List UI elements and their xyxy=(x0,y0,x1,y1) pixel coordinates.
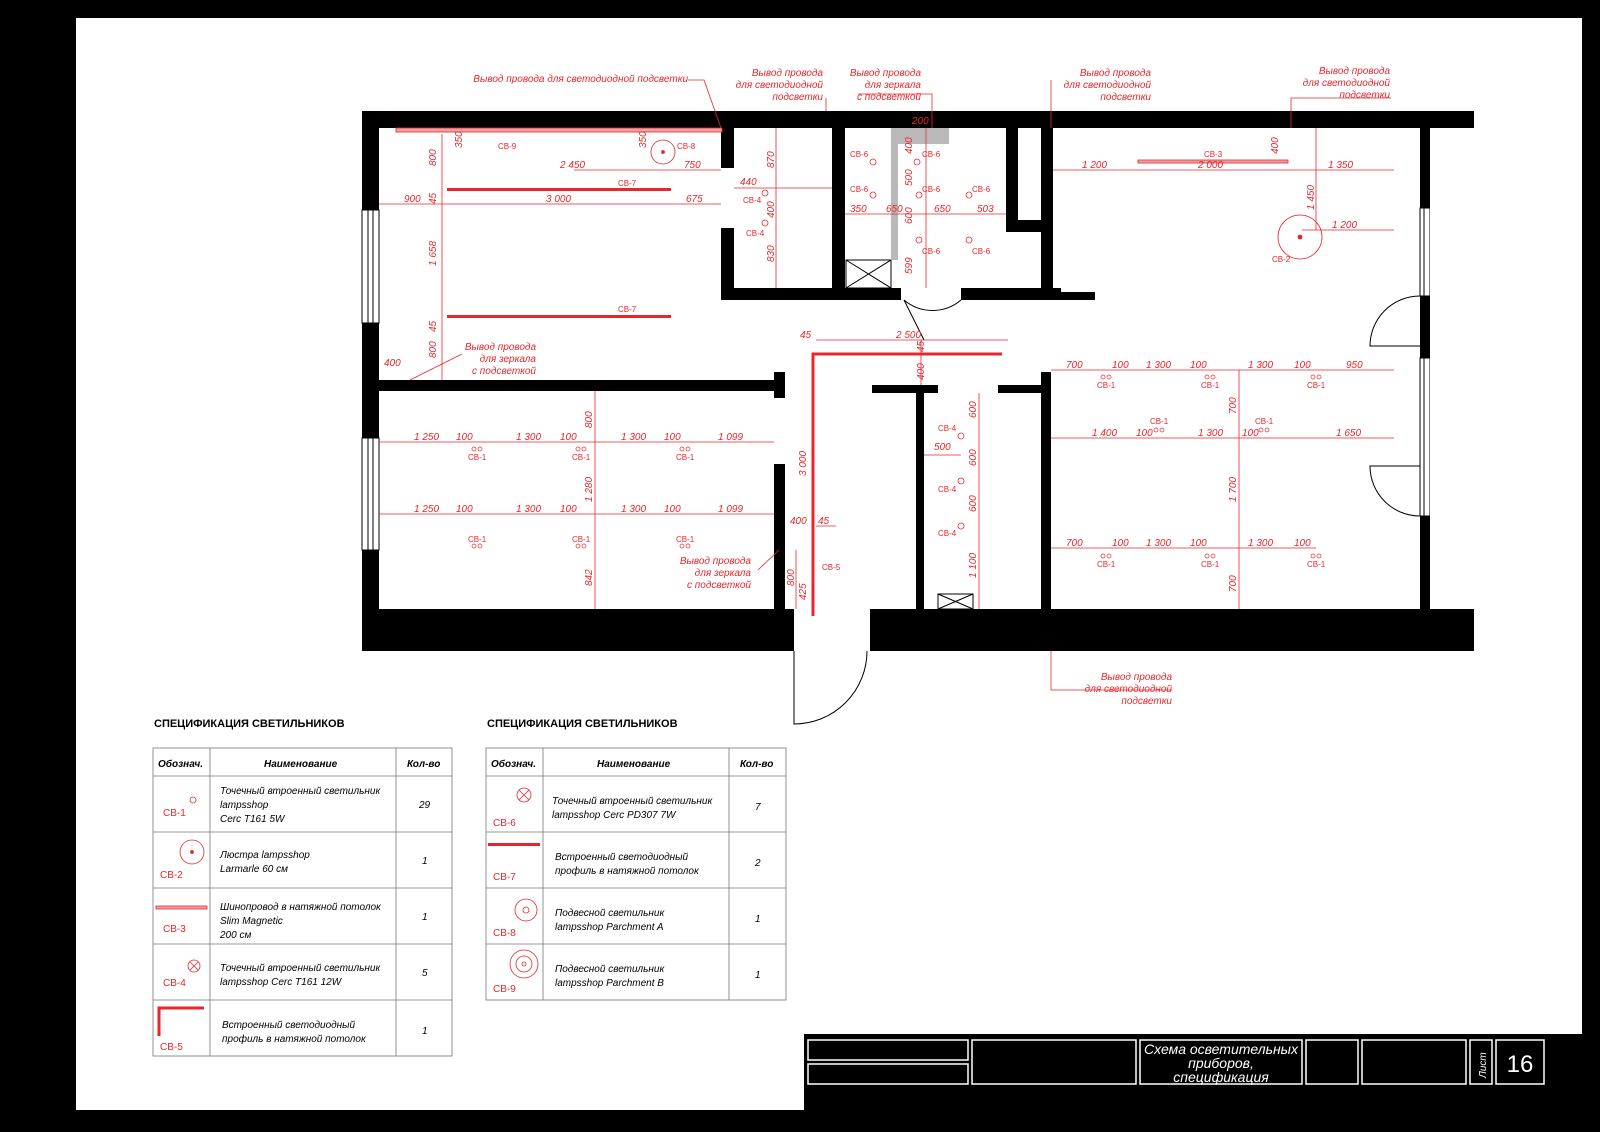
dim: 440 xyxy=(740,177,757,188)
title-line-2: приборов, xyxy=(1188,1055,1254,1071)
dim: 900 xyxy=(404,194,421,205)
row-name: 200 см xyxy=(220,930,252,941)
row-name: Точечный втроенный светильник xyxy=(220,786,381,797)
note-mirror-left: Вывод провода xyxy=(464,342,536,353)
row-qty: 1 xyxy=(755,914,761,925)
label-cb4: СВ-4 xyxy=(938,424,957,433)
row-name: Встроенный светодиодный xyxy=(555,852,689,863)
note-led-wire-top: Вывод провода для светодиодной подсветки xyxy=(473,74,688,85)
row-code: СВ-9 xyxy=(493,984,516,995)
dim: 1 700 xyxy=(1228,476,1239,502)
note-led-wire-3c: подсветки xyxy=(1100,92,1151,103)
note-mirror-top-b: для зеркала xyxy=(864,80,921,91)
balcony-area xyxy=(1430,128,1474,609)
label-cb6: СВ-6 xyxy=(922,247,941,256)
dim: 2 000 xyxy=(1198,160,1224,171)
dim: 45 xyxy=(916,340,927,352)
dim: 100 xyxy=(664,504,681,515)
row-name: Люстра lampsshop xyxy=(220,850,310,861)
spec-right-icons xyxy=(488,788,540,978)
row-code: СВ-2 xyxy=(160,870,183,881)
dim: 1 300 xyxy=(516,504,542,515)
label-cb6: СВ-6 xyxy=(922,185,941,194)
row-name: lampsshop Parchment B xyxy=(555,978,664,989)
row-code: СВ-4 xyxy=(163,978,186,989)
row-qty: 1 xyxy=(422,912,428,923)
row-name: Larmarle 60 см xyxy=(220,864,288,875)
dim: 842 xyxy=(584,569,595,586)
dim: 830 xyxy=(766,245,777,262)
dim: 700 xyxy=(1066,360,1083,371)
dim: 1 658 xyxy=(428,240,439,266)
dim: 1 300 xyxy=(621,504,647,515)
dim: 650 xyxy=(934,204,951,215)
dim: 1 250 xyxy=(414,432,440,443)
col-header-qty: Кол-во xyxy=(740,759,774,770)
row-qty: 1 xyxy=(755,970,761,981)
dim: 350 xyxy=(638,131,649,148)
row-name: lampsshop Parchment A xyxy=(555,922,664,933)
label-cb6: СВ-6 xyxy=(922,150,941,159)
dim: 1 280 xyxy=(584,476,595,502)
dim: 100 xyxy=(560,432,577,443)
dim: 1 300 xyxy=(621,432,647,443)
dim: 1 450 xyxy=(1306,184,1317,210)
label-cb6: СВ-6 xyxy=(850,185,869,194)
dim: 1 300 xyxy=(1198,428,1224,439)
label-cb1: СВ-1 xyxy=(1255,417,1274,426)
dim: 400 xyxy=(1270,137,1281,154)
sheet-number: 16 xyxy=(1506,1051,1534,1078)
dim: 400 xyxy=(790,516,807,527)
note-led-wire-bottom-b: для светодиодной xyxy=(1084,684,1172,695)
label-cb1: СВ-1 xyxy=(572,453,591,462)
label-cb4-b: СВ-4 xyxy=(746,229,765,238)
label-cb5: СВ-5 xyxy=(822,563,841,572)
dim: 870 xyxy=(766,151,777,168)
spec-right-title: СПЕЦИФИКАЦИЯ СВЕТИЛЬНИКОВ xyxy=(487,718,678,730)
note-led-wire-2: Вывод провода xyxy=(751,68,823,79)
row-name: Точечный втроенный светильник xyxy=(552,796,713,807)
row-name: Подвесной светильник xyxy=(555,908,665,919)
label-cb2: СВ-2 xyxy=(1272,255,1291,264)
row-name: Шинопровод в натяжной потолок xyxy=(220,902,381,913)
dim: 100 xyxy=(1190,538,1207,549)
row-code: СВ-8 xyxy=(493,928,516,939)
row-code: СВ-5 xyxy=(160,1042,183,1053)
note-mirror-bedroom-b: для зеркала xyxy=(694,568,751,579)
col-header-code: Обознач. xyxy=(158,759,204,770)
dim: 1 300 xyxy=(516,432,542,443)
label-cb9: СВ-9 xyxy=(498,142,517,151)
label-cb7-a: СВ-7 xyxy=(618,179,637,188)
dim: 100 xyxy=(664,432,681,443)
dim: 1 200 xyxy=(1082,160,1108,171)
dim: 100 xyxy=(1242,428,1259,439)
label-cb1: СВ-1 xyxy=(572,535,591,544)
note-mirror-top: Вывод провода xyxy=(849,68,921,79)
note-mirror-left-b: для зеркала xyxy=(479,354,536,365)
dim: 800 xyxy=(428,341,439,358)
dim: 500 xyxy=(904,169,915,186)
row-code: СВ-3 xyxy=(163,924,186,935)
label-cb4-a: СВ-4 xyxy=(743,196,762,205)
drawing-sheet xyxy=(76,18,1582,1110)
dim: 700 xyxy=(1228,397,1239,414)
dim: 3 000 xyxy=(546,194,572,205)
label-cb6: СВ-6 xyxy=(972,185,991,194)
dim: 1 300 xyxy=(1248,538,1274,549)
dim: 1 100 xyxy=(968,552,979,578)
dim: 100 xyxy=(1112,360,1129,371)
row-name: lampsshop Cerc PD307 7W xyxy=(552,810,676,821)
note-led-wire-3: Вывод провода xyxy=(1079,68,1151,79)
dim: 100 xyxy=(1294,360,1311,371)
dim: 100 xyxy=(560,504,577,515)
dim: 45 xyxy=(428,192,439,204)
label-cb1: СВ-1 xyxy=(676,453,695,462)
row-name: Slim Magnetic xyxy=(220,916,283,927)
label-cb7-b: СВ-7 xyxy=(618,305,637,314)
dim: 750 xyxy=(684,160,701,171)
col-header-name: Наименование xyxy=(264,759,338,770)
row-name: Cerc T161 5W xyxy=(220,814,285,825)
note-led-wire-3b: для светодиодной xyxy=(1063,80,1151,91)
dim: 100 xyxy=(456,504,473,515)
dim: 2 450 xyxy=(560,160,586,171)
dim: 350 xyxy=(850,204,867,215)
note-led-wire-bottom: Вывод провода xyxy=(1100,672,1172,683)
col-header-qty: Кол-во xyxy=(407,759,441,770)
label-cb3: СВ-3 xyxy=(1204,150,1223,159)
dim: 1 350 xyxy=(1328,160,1354,171)
cb1-spot-pairs xyxy=(472,375,1321,558)
label-cb1: СВ-1 xyxy=(1150,417,1169,426)
dim: 800 xyxy=(584,411,595,428)
dim: 1 650 xyxy=(1336,428,1362,439)
row-name: Встроенный светодиодный xyxy=(222,1020,356,1031)
label-cb1: СВ-1 xyxy=(1097,560,1116,569)
spec-left-title: СПЕЦИФИКАЦИЯ СВЕТИЛЬНИКОВ xyxy=(154,718,345,730)
note-mirror-top-c: с подсветкой xyxy=(857,92,921,103)
dim: 100 xyxy=(1190,360,1207,371)
dim: 1 300 xyxy=(1248,360,1274,371)
dim: 400 xyxy=(904,137,915,154)
label-cb1: СВ-1 xyxy=(468,453,487,462)
label-cb1: СВ-1 xyxy=(1307,560,1326,569)
dim: 600 xyxy=(968,449,979,466)
sheet-label: Лист xyxy=(1478,1052,1489,1078)
dim: 700 xyxy=(1066,538,1083,549)
dim: 600 xyxy=(968,495,979,512)
title-line-1: Схема осветительных xyxy=(1144,1041,1298,1057)
dim: 1 400 xyxy=(1092,428,1118,439)
dim: 100 xyxy=(1112,538,1129,549)
row-qty: 29 xyxy=(419,800,431,811)
note-led-wire-4: Вывод провода xyxy=(1318,66,1390,77)
col-header-name: Наименование xyxy=(597,759,671,770)
label-cb4: СВ-4 xyxy=(938,529,957,538)
dim: 100 xyxy=(1136,428,1153,439)
dim: 100 xyxy=(456,432,473,443)
dim: 45 xyxy=(800,330,812,341)
row-qty: 7 xyxy=(755,802,761,813)
dim: 600 xyxy=(968,401,979,418)
row-qty: 2 xyxy=(755,858,761,869)
vent-shafts xyxy=(846,260,973,609)
door-swings xyxy=(794,296,1420,724)
label-cb6: СВ-6 xyxy=(972,247,991,256)
row-name: lampsshop xyxy=(220,800,269,811)
dim: 500 xyxy=(934,442,951,453)
label-cb8: СВ-8 xyxy=(677,142,696,151)
dim: 400 xyxy=(766,201,777,218)
row-code: СВ-6 xyxy=(493,818,516,829)
dim: 503 xyxy=(977,204,994,215)
label-cb1: СВ-1 xyxy=(468,535,487,544)
label-cb1: СВ-1 xyxy=(1097,381,1116,390)
spec-table-left xyxy=(153,718,452,1056)
dim: 45 xyxy=(428,320,439,332)
dim: 950 xyxy=(1346,360,1363,371)
row-name: профиль в натяжной потолок xyxy=(555,866,699,877)
row-name: Точечный втроенный светильник xyxy=(220,963,381,974)
label-cb4: СВ-4 xyxy=(938,485,957,494)
dim: 400 xyxy=(916,363,927,380)
row-code: СВ-1 xyxy=(163,808,186,819)
dim: 1 300 xyxy=(1146,538,1172,549)
dim: 3 000 xyxy=(798,450,809,476)
dim: 599 xyxy=(904,257,915,274)
dim: 1 099 xyxy=(718,504,744,515)
spec-table-right xyxy=(486,718,786,1000)
note-mirror-bedroom: Вывод провода xyxy=(679,556,751,567)
dim: 800 xyxy=(428,149,439,166)
note-mirror-left-c: с подсветкой xyxy=(472,366,536,377)
label-cb1: СВ-1 xyxy=(1201,560,1220,569)
note-led-wire-bottom-c: подсветки xyxy=(1121,696,1172,707)
row-name: lampsshop Cerc T161 12W xyxy=(220,977,342,988)
title-line-3: спецификация xyxy=(1173,1069,1269,1085)
dim: 1 250 xyxy=(414,504,440,515)
lighting-plan-drawing xyxy=(76,18,1582,1110)
label-cb1: СВ-1 xyxy=(1307,381,1326,390)
dim: 400 xyxy=(384,358,401,369)
note-mirror-bedroom-c: с подсветкой xyxy=(687,580,751,591)
note-led-wire-2c: подсветки xyxy=(772,92,823,103)
dim: 100 xyxy=(1294,538,1311,549)
dim: 350 xyxy=(454,131,465,148)
label-cb1: СВ-1 xyxy=(676,535,695,544)
row-qty: 5 xyxy=(422,968,428,979)
label-cb1: СВ-1 xyxy=(1201,381,1220,390)
note-led-wire-4c: подсветки xyxy=(1339,90,1390,101)
dim: 425 xyxy=(798,583,809,600)
dim: 675 xyxy=(686,194,703,205)
row-name: Подвесной светильник xyxy=(555,964,665,975)
row-qty: 1 xyxy=(422,856,428,867)
dim: 1 099 xyxy=(718,432,744,443)
dim: 600 xyxy=(904,207,915,224)
dim: 200 xyxy=(912,116,929,127)
note-led-wire-4b: для светодиодной xyxy=(1302,78,1390,89)
gray-duct xyxy=(891,128,949,260)
row-qty: 1 xyxy=(422,1026,428,1037)
title-block xyxy=(804,1034,1582,1110)
col-header-code: Обознач. xyxy=(491,759,537,770)
dim: 700 xyxy=(1228,575,1239,592)
label-cb6: СВ-6 xyxy=(850,150,869,159)
dim: 800 xyxy=(786,569,797,586)
dim: 1 300 xyxy=(1146,360,1172,371)
dim: 45 xyxy=(818,516,830,527)
note-led-wire-2b: для светодиодной xyxy=(735,80,823,91)
row-code: СВ-7 xyxy=(493,872,516,883)
dim: 2 500 xyxy=(896,330,922,341)
dim: 1 200 xyxy=(1332,220,1358,231)
row-name: профиль в натяжной потолок xyxy=(222,1034,366,1045)
dim: 650 xyxy=(886,204,903,215)
